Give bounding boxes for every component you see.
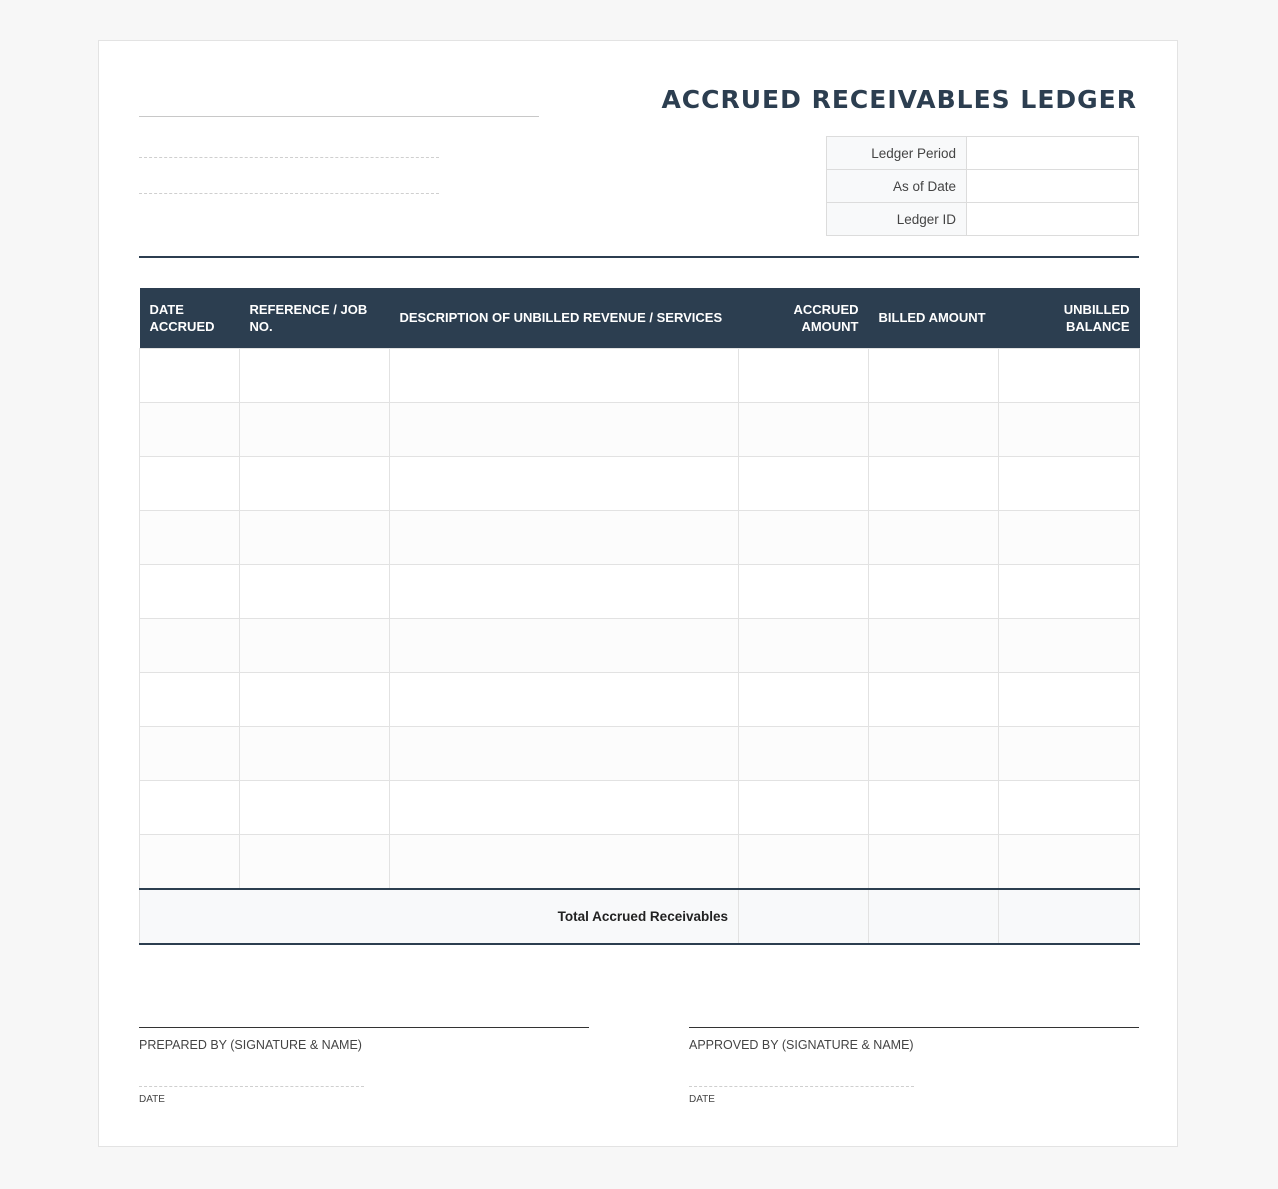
approved-by-block bbox=[689, 1027, 1139, 1105]
cell-unbilled-balance[interactable] bbox=[999, 402, 1140, 456]
table-row bbox=[140, 402, 1140, 456]
ledger-meta-table bbox=[826, 136, 1139, 236]
table-row bbox=[140, 672, 1140, 726]
col-header-reference: REFERENCE / JOB NO. bbox=[240, 288, 390, 348]
table-row bbox=[140, 510, 1140, 564]
prepared-signature-line[interactable] bbox=[139, 1027, 589, 1028]
cell-reference[interactable] bbox=[240, 564, 390, 618]
cell-description[interactable] bbox=[390, 834, 739, 889]
cell-unbilled-balance[interactable] bbox=[999, 618, 1140, 672]
cell-accrued-amount[interactable] bbox=[739, 456, 869, 510]
cell-unbilled-balance[interactable] bbox=[999, 780, 1140, 834]
meta-row bbox=[827, 170, 1139, 203]
cell-reference[interactable] bbox=[240, 510, 390, 564]
cell-unbilled-balance[interactable] bbox=[999, 726, 1140, 780]
company-name-line[interactable] bbox=[139, 116, 539, 117]
cell-date-accrued[interactable] bbox=[140, 618, 240, 672]
cell-reference[interactable] bbox=[240, 402, 390, 456]
table-row bbox=[140, 780, 1140, 834]
prepared-by-label: PREPARED BY (SIGNATURE & NAME) bbox=[139, 1038, 362, 1052]
totals-row bbox=[140, 889, 1140, 944]
address-line-1[interactable] bbox=[139, 157, 439, 158]
cell-description[interactable] bbox=[390, 618, 739, 672]
cell-accrued-amount[interactable] bbox=[739, 348, 869, 402]
cell-description[interactable] bbox=[390, 348, 739, 402]
header-divider bbox=[139, 256, 1139, 258]
meta-label: Ledger ID bbox=[827, 203, 967, 236]
ledger-header-row bbox=[140, 288, 1140, 348]
approved-date-line[interactable] bbox=[689, 1086, 914, 1087]
total-billed-cell[interactable] bbox=[869, 889, 999, 944]
cell-date-accrued[interactable] bbox=[140, 510, 240, 564]
approved-date-label: DATE bbox=[689, 1094, 715, 1105]
cell-unbilled-balance[interactable] bbox=[999, 564, 1140, 618]
cell-description[interactable] bbox=[390, 456, 739, 510]
cell-description[interactable] bbox=[390, 564, 739, 618]
table-row bbox=[140, 348, 1140, 402]
cell-date-accrued[interactable] bbox=[140, 726, 240, 780]
cell-date-accrued[interactable] bbox=[140, 834, 240, 889]
prepared-date-label: DATE bbox=[139, 1094, 165, 1105]
ledger-body bbox=[140, 348, 1140, 889]
cell-unbilled-balance[interactable] bbox=[999, 348, 1140, 402]
cell-accrued-amount[interactable] bbox=[739, 780, 869, 834]
cell-billed-amount[interactable] bbox=[869, 510, 999, 564]
cell-unbilled-balance[interactable] bbox=[999, 834, 1140, 889]
cell-date-accrued[interactable] bbox=[140, 672, 240, 726]
col-header-billed-amount: BILLED AMOUNT bbox=[869, 288, 999, 348]
cell-unbilled-balance[interactable] bbox=[999, 456, 1140, 510]
cell-reference[interactable] bbox=[240, 834, 390, 889]
cell-reference[interactable] bbox=[240, 456, 390, 510]
cell-accrued-amount[interactable] bbox=[739, 834, 869, 889]
cell-description[interactable] bbox=[390, 726, 739, 780]
cell-billed-amount[interactable] bbox=[869, 564, 999, 618]
cell-billed-amount[interactable] bbox=[869, 672, 999, 726]
cell-reference[interactable] bbox=[240, 780, 390, 834]
cell-unbilled-balance[interactable] bbox=[999, 672, 1140, 726]
cell-accrued-amount[interactable] bbox=[739, 564, 869, 618]
cell-description[interactable] bbox=[390, 402, 739, 456]
address-line-2[interactable] bbox=[139, 193, 439, 194]
cell-reference[interactable] bbox=[240, 672, 390, 726]
table-row bbox=[140, 564, 1140, 618]
cell-description[interactable] bbox=[390, 510, 739, 564]
total-label: Total Accrued Receivables bbox=[140, 889, 739, 944]
col-header-date-accrued: DATE ACCRUED bbox=[140, 288, 240, 348]
col-header-unbilled-balance: UNBILLED BALANCE bbox=[999, 288, 1140, 348]
meta-label: Ledger Period bbox=[827, 137, 967, 170]
cell-billed-amount[interactable] bbox=[869, 456, 999, 510]
cell-description[interactable] bbox=[390, 672, 739, 726]
cell-billed-amount[interactable] bbox=[869, 834, 999, 889]
cell-unbilled-balance[interactable] bbox=[999, 510, 1140, 564]
cell-date-accrued[interactable] bbox=[140, 456, 240, 510]
cell-billed-amount[interactable] bbox=[869, 348, 999, 402]
cell-date-accrued[interactable] bbox=[140, 780, 240, 834]
total-accrued-cell[interactable] bbox=[739, 889, 869, 944]
cell-date-accrued[interactable] bbox=[140, 564, 240, 618]
prepared-date-line[interactable] bbox=[139, 1086, 364, 1087]
cell-description[interactable] bbox=[390, 780, 739, 834]
meta-row bbox=[827, 137, 1139, 170]
cell-reference[interactable] bbox=[240, 348, 390, 402]
ledger-page bbox=[98, 40, 1178, 1147]
approved-signature-line[interactable] bbox=[689, 1027, 1139, 1028]
meta-row bbox=[827, 203, 1139, 236]
cell-billed-amount[interactable] bbox=[869, 402, 999, 456]
document-title: ACCRUED RECEIVABLES LEDGER bbox=[661, 85, 1137, 114]
col-header-accrued-amount: ACCRUED AMOUNT bbox=[739, 288, 869, 348]
cell-accrued-amount[interactable] bbox=[739, 510, 869, 564]
prepared-by-block bbox=[139, 1027, 589, 1105]
meta-label: As of Date bbox=[827, 170, 967, 203]
cell-accrued-amount[interactable] bbox=[739, 402, 869, 456]
table-row bbox=[140, 834, 1140, 889]
cell-accrued-amount[interactable] bbox=[739, 726, 869, 780]
as-of-date-field[interactable] bbox=[967, 170, 1139, 203]
ledger-period-field[interactable] bbox=[967, 137, 1139, 170]
cell-reference[interactable] bbox=[240, 726, 390, 780]
total-unbilled-cell[interactable] bbox=[999, 889, 1140, 944]
table-row bbox=[140, 456, 1140, 510]
cell-date-accrued[interactable] bbox=[140, 402, 240, 456]
cell-accrued-amount[interactable] bbox=[739, 618, 869, 672]
cell-billed-amount[interactable] bbox=[869, 618, 999, 672]
ledger-id-field[interactable] bbox=[967, 203, 1139, 236]
cell-billed-amount[interactable] bbox=[869, 726, 999, 780]
cell-date-accrued[interactable] bbox=[140, 348, 240, 402]
table-row bbox=[140, 618, 1140, 672]
cell-billed-amount[interactable] bbox=[869, 780, 999, 834]
table-row bbox=[140, 726, 1140, 780]
col-header-description: DESCRIPTION OF UNBILLED REVENUE / SERVICES bbox=[390, 288, 739, 348]
ledger-table bbox=[139, 288, 1140, 945]
cell-accrued-amount[interactable] bbox=[739, 672, 869, 726]
approved-by-label: APPROVED BY (SIGNATURE & NAME) bbox=[689, 1038, 914, 1052]
cell-reference[interactable] bbox=[240, 618, 390, 672]
